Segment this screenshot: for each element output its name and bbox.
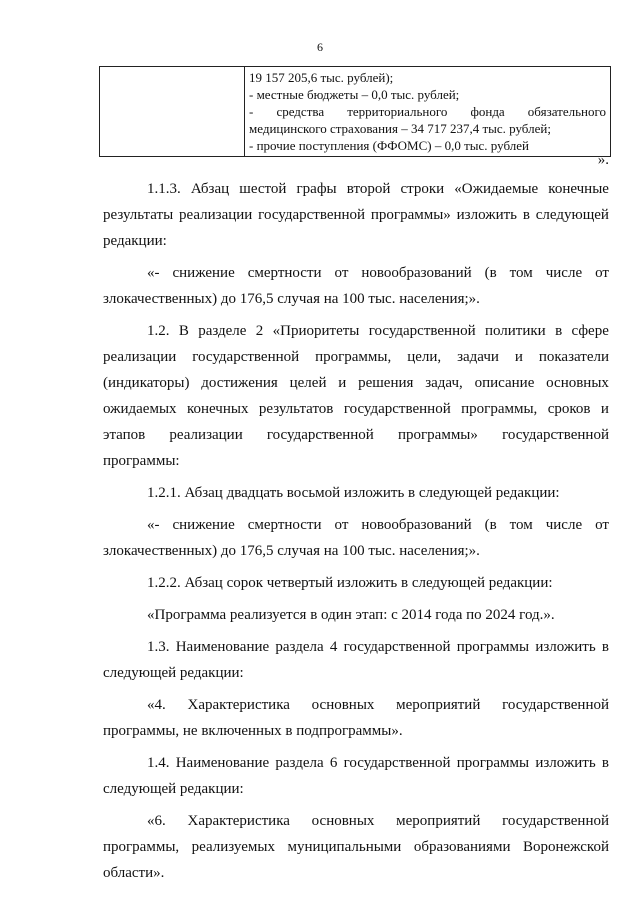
table-row [100, 67, 611, 157]
document-body [103, 176, 609, 886]
paragraph-line: 1.2.1. Абзац двадцать восьмой изложить в следующей редакции: [147, 485, 560, 501]
paragraph-line: 1.1.3. Абзац шестой графы второй строки «Ожидаемые конечные [147, 181, 609, 197]
quote-line: «- снижение смертности от новообразований (в том числе от [147, 265, 609, 281]
table-cell-funding [245, 67, 611, 157]
paragraph-line: этапов реализации государственной программы» государственной [103, 427, 609, 443]
paragraph-line: 1.4. Наименование раздела 6 государственной программы изложить в [147, 755, 609, 771]
table-line: - прочие поступления (ФФОМС) – 0,0 тыс. рублей [249, 138, 529, 153]
quote-line: «4. Характеристика основных мероприятий государственной [147, 697, 609, 713]
paragraph-line: 1.2. В разделе 2 «Приоритеты государственной политики в сфере [147, 323, 609, 339]
paragraph-line: следующей редакции: [103, 781, 244, 797]
quote-line: злокачественных) до 176,5 случая на 100 тыс. населения;». [103, 291, 480, 307]
quote-line: злокачественных) до 176,5 случая на 100 тыс. населения;». [103, 543, 480, 559]
paragraph-line: следующей редакции: [103, 665, 244, 681]
table-line: - средства территориального фонда обязательного [249, 104, 606, 119]
budget-table [99, 66, 611, 157]
quote-line: «- снижение смертности от новообразований (в том числе от [147, 517, 609, 533]
paragraph-line: ожидаемых конечных результатов государственной программы, сроков и [103, 401, 609, 417]
quote-line: программы, реализуемых муниципальными образованиями Воронежской [103, 839, 609, 855]
quote-line: «6. Характеристика основных мероприятий государственной [147, 813, 609, 829]
paragraph-line: 1.3. Наименование раздела 4 государственной программы изложить в [147, 639, 609, 655]
paragraph-line: результаты реализации государственной программы» изложить в следующей [103, 207, 609, 223]
closing-quote: ». [597, 152, 609, 168]
paragraph-line: (индикаторы) достижения целей и решения задач, описание основных [103, 375, 609, 391]
paragraph-line: реализации государственной программы, цели, задачи и показатели [103, 349, 609, 365]
quote-line: программы, не включенных в подпрограммы». [103, 723, 403, 739]
paragraph-line: 1.2.2. Абзац сорок четвертый изложить в следующей редакции: [147, 575, 553, 591]
table-cell-empty [100, 67, 245, 157]
quote-line: «Программа реализуется в один этап: с 2014 года по 2024 год.». [147, 607, 555, 623]
page-number: 6 [317, 40, 323, 54]
paragraph-line: программы: [103, 453, 180, 469]
table-line: 19 157 205,6 тыс. рублей); [249, 70, 394, 85]
paragraph-line: редакции: [103, 233, 167, 249]
quote-line: области». [103, 865, 165, 881]
table-line: медицинского страхования – 34 717 237,4 тыс. рублей; [249, 121, 551, 136]
table-line: - местные бюджеты – 0,0 тыс. рублей; [249, 87, 460, 102]
